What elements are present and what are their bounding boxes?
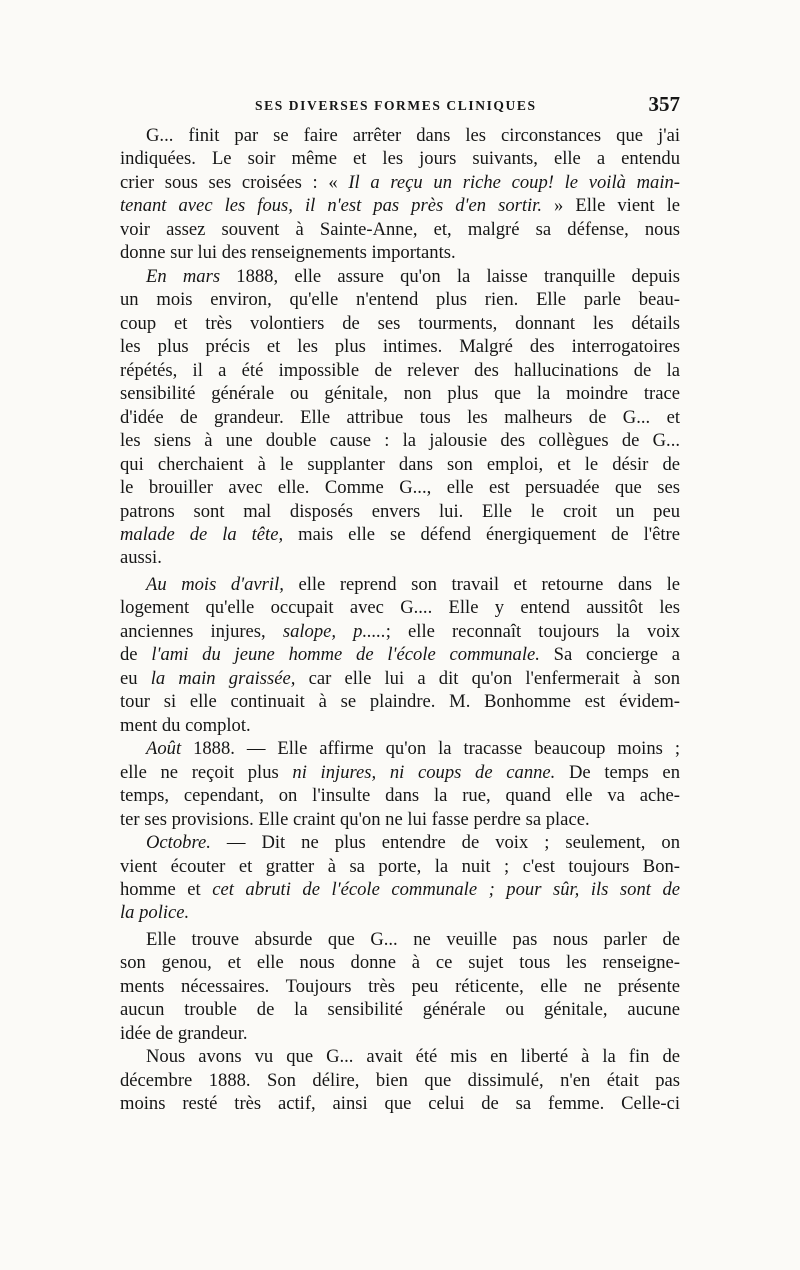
text-line [120, 171, 680, 194]
italic-run: ni injures, ni coups de canne. [292, 761, 556, 783]
text-run: son genou, et elle nous donne à ce sujet tous les renseigne- [120, 952, 680, 974]
text-run: temps, cependant, on l'insulte dans la rue, quand elle va ache- [120, 785, 680, 807]
italic-run: En mars [146, 265, 221, 287]
text-line [120, 784, 680, 807]
italic-run: malade de la tête, [120, 523, 284, 545]
text-line [120, 147, 680, 170]
text-run: le brouiller avec elle. Comme G..., elle est persuadée que ses [120, 477, 680, 499]
text-line [120, 808, 680, 831]
text-line [120, 476, 680, 499]
text-run: eu [120, 667, 151, 689]
text-run: mais elle se défend énergiquement de l'être [283, 523, 680, 545]
text-line [120, 335, 680, 358]
text-run: logement qu'elle occupait avec G.... Elle y entend aussitôt les [120, 597, 680, 619]
text-line [120, 546, 680, 569]
text-run: de [120, 644, 152, 666]
text-run: moins resté très actif, ainsi que celui de sa femme. Celle-ci [120, 1093, 680, 1115]
text-run: crier sous ses croisées : « [120, 171, 349, 193]
text-line [120, 124, 680, 147]
text-run: donne sur lui des renseignements importants. [120, 242, 456, 264]
text-run: les plus précis et les plus intimes. Malgré des interrogatoires [120, 336, 680, 358]
text-run: ments nécessaires. Toujours très peu réticente, elle ne présente [120, 975, 680, 997]
text-line [120, 406, 680, 429]
text-line [120, 1022, 680, 1045]
text-line [120, 901, 680, 924]
italic-run: Au mois d'avril, [146, 573, 284, 595]
page-number: 357 [648, 92, 680, 116]
text-run: aucun trouble de la sensibilité générale ou génitale, aucune [120, 999, 680, 1021]
text-line [120, 288, 680, 311]
text-line [120, 359, 680, 382]
text-run: car elle lui a dit qu'on l'enfermerait à son [295, 667, 680, 689]
text-line [120, 690, 680, 713]
text-line [120, 523, 680, 546]
text-line [120, 714, 680, 737]
text-line [120, 928, 680, 951]
text-line [120, 998, 680, 1021]
text-run: Nous avons vu que G... avait été mis en liberté à la fin de [146, 1046, 680, 1068]
text-run: 1888, elle assure qu'on la laisse tranquille depuis [220, 265, 680, 287]
text-run: idée de grandeur. [120, 1022, 248, 1044]
text-line [120, 1069, 680, 1092]
italic-run: Il a reçu un riche coup! le voilà main- [348, 171, 680, 193]
text-run: voir assez souvent à Sainte-Anne, et, malgré sa défense, nous [120, 218, 680, 240]
text-line [120, 1045, 680, 1068]
text-run: elle reprend son travail et retourne dans le [283, 573, 680, 595]
text-run: » Elle vient le [542, 195, 680, 217]
text-line [120, 737, 680, 760]
text-run: De temps en [555, 761, 680, 783]
italic-run: salope, p..... [282, 620, 386, 642]
text-line [120, 855, 680, 878]
italic-run: Octobre. [146, 832, 211, 854]
text-line [120, 831, 680, 854]
text-line [120, 761, 680, 784]
text-run: tour si elle continuait à se plaindre. M. Bonhomme est évidem- [120, 691, 680, 713]
text-run: vient écouter et gratter à sa porte, la nuit ; c'est toujours Bon- [120, 855, 680, 877]
text-line [120, 429, 680, 452]
text-line [120, 643, 680, 666]
text-line [120, 500, 680, 523]
text-run: un mois environ, qu'elle n'entend plus rien. Elle parle beau- [120, 289, 680, 311]
text-line [120, 1092, 680, 1115]
text-run: répétés, il a été impossible de relever des hallucinations de la [120, 359, 680, 381]
text-run: d'idée de grandeur. Elle attribue tous les malheurs de G... et [120, 406, 680, 428]
italic-run: la main graissée, [150, 667, 296, 689]
text-run: — Dit ne plus entendre de voix ; seulement, on [210, 832, 680, 854]
italic-run: tenant avec les fous, il n'est pas près d'en sortir. [120, 195, 543, 217]
running-title: SES DIVERSES FORMES CLINIQUES [255, 98, 537, 113]
text-run: sensibilité générale ou génitale, non plus que la moindre trace [120, 383, 680, 405]
italic-run: la police. [120, 902, 190, 924]
page-body [120, 124, 680, 1116]
text-line [120, 194, 680, 217]
text-line [120, 218, 680, 241]
text-line [120, 312, 680, 335]
text-run: ter ses provisions. Elle craint qu'on ne lui fasse perdre sa place. [120, 808, 590, 830]
text-line [120, 620, 680, 643]
text-run: G... finit par se faire arrêter dans les circonstances que j'ai [146, 125, 680, 146]
text-line [120, 382, 680, 405]
text-run: ; elle reconnaît toujours la voix [385, 620, 680, 642]
italic-run: l'ami du jeune homme de l'école communale. [151, 644, 540, 666]
text-line [120, 975, 680, 998]
text-line [120, 573, 680, 596]
text-run: homme et [120, 879, 213, 900]
text-run: Elle trouve absurde que G... ne veuille pas nous parler de [146, 928, 680, 950]
text-run: anciennes injures, [120, 620, 283, 642]
text-run: coup et très volontiers de ses tourments, donnant les détails [120, 312, 680, 334]
text-line [120, 453, 680, 476]
text-line [120, 951, 680, 974]
page-header [120, 92, 680, 120]
text-run: 1888. — Elle affirme qu'on la tracasse beaucoup moins ; [181, 738, 680, 760]
italic-run: Août [146, 738, 182, 760]
text-line [120, 241, 680, 264]
text-line [120, 596, 680, 619]
text-line [120, 667, 680, 690]
text-run: patrons sont mal disposés envers lui. Elle le croit un peu [120, 500, 680, 522]
text-run: décembre 1888. Son délire, bien que dissimulé, n'en était pas [120, 1069, 680, 1091]
text-run: aussi. [120, 547, 162, 569]
text-run: Sa concierge a [539, 644, 680, 666]
text-line [120, 878, 680, 901]
text-run: les siens à une double cause : la jalousie des collègues de G... [120, 430, 680, 452]
text-line [120, 265, 680, 288]
text-run: ment du complot. [120, 714, 251, 736]
text-run: elle ne reçoit plus [120, 761, 293, 783]
text-run: qui cherchaient à le supplanter dans son emploi, et le désir de [120, 453, 680, 475]
text-run: indiquées. Le soir même et les jours suivants, elle a entendu [120, 148, 680, 170]
italic-run: cet abruti de l'école communale ; pour sûr, ils sont de [212, 879, 680, 900]
